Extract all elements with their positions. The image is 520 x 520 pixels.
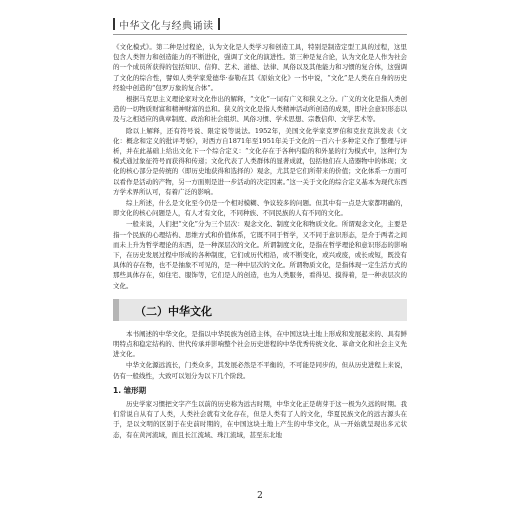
paragraph: 本书阐述的中华文化，是指以中华民族为创造主体，在中国这块土地上形成和发展起来的、具有鲜明特点和稳定结构的、世代传承并影响整个社会历史进程的中华优秀传统文化、革命文化和社会主义先进文化。 [113, 329, 407, 359]
paragraph: 中华文化源远流长，门类众多，其发展必然是不平衡的，不可能是同步的，但从历史进程上来说，仍有一般线性，大致可以划分为以下几个阶段。 [113, 361, 407, 380]
paragraph: 综上所述，什么是文化至今仍是一个相对模糊、争议较多的问题。但其中有一点是大家都明确的，即文化的核心问题是人，有人才有文化，不同种族、不同民族的人有不同的文化。 [113, 199, 407, 218]
section-heading: （二）中华文化 [135, 304, 212, 318]
paragraph: 除以上解释，还有符号说、限定说等说法。1952年，美国文化学家克罗伯和克拉克洪发表《文化：概念和定义的批评考察》，对西方自1871年至1951年关于文化的一百六十多种定义作了整理与评析，并在此基础上给出文化下一个综合定义：“文化存在于各种内隐的和外显的行为模式中，这种行为模式通过象征符号而获得和传递；文化代表了人类群体的显著成就，包括他们在人造器物中的体现；文化的核心部分是传统的（即历史地获得和选择的）观念，尤其是它们所带来的价值；文化体系一方面可以看作是活动的产物，另一方面则是进一步活动的决定因素。”这一关于文化的综合定义基本为现代东西方学术界所认可，有着广泛的影响。 [113, 126, 407, 196]
running-header [113, 14, 220, 34]
paragraph: 一般来说，人们把“文化”分为三个层次：观念文化、制度文化和物质文化。所谓观念文化，主要是指一个民族的心理结构、思维方式和价值体系，它既不同于哲学，又不同于意识形态，是介于两者之间而未上升为哲学理论的东西，是一种深层次的文化。所谓制度文化，是指在哲学理论和意识形态的影响下，在历史发展过程中形成的各种制度，它们或历代相沿，或不断变化，或兴或废，或长或短，既没有具体的存在物，也不是抽象不可见的，是一种中层次的文化。所谓物质文化，是指体现一定生活方式的那些具体存在，如住宅、服饰等，它们是人的创造，也为人类服务，看得见、摸得着，是一种表层次的文化。 [113, 220, 407, 290]
header-rule [113, 34, 407, 35]
header-left-bar [113, 18, 115, 30]
paragraph: 历史学家习惯把文字产生以前的历史称为远古时期，中华文化正是萌芽于这一极为久远的时期。我们常说自从有了人类，人类社会就有文化存在，但是人类有了人的文化，华夏民族文化的远古源头在于，是以文明的区别于在史前时期的，在中国这块土地上产生的中华文化，从一开始就呈现出多元状态，有在黄河流域，面且长江流域、珠江流域，甚至东北地 [113, 399, 407, 439]
page-number: 2 [257, 491, 263, 501]
header-right-bar [218, 18, 220, 30]
paragraph: 根据马克思主义理论家对文化作出的解释，“文化”一词有广义和狭义之分。广义的文化是指人类创造的一切物质财富和精神财富的总和。狭义的文化是指人类精神活动所创造的成果，即社会意识形态以及与之相适应的典章制度、政治和社会组织、风俗习惯、学术思想、宗教信仰、文学艺术等。 [113, 95, 407, 124]
paragraph: 《文化模式》。第二种是过程论，认为文化是人类学习和创造工具，特别是制造定型工具的过程，这里包含人类智力和创造能力的不断进化，强调了文化的演进性。第三种是复合论，认为文化是人作为社会的一个成员所获得的包括知识、信仰、艺术、道德、法律、风俗以及其他能力和习惯的复合体，这强调了文化的综合性，譬如人类学家爱德华·泰勒在其《原始文化》一书中说，“文化”是人类在自身的历史经验中创造的“包罗万象的复合体”。 [113, 43, 407, 92]
page-body [113, 42, 407, 441]
section-heading-marker [113, 299, 119, 321]
subsection-heading: 1. 雏形期 [113, 385, 147, 395]
running-header-title: 中华文化与经典诵读 [119, 20, 214, 32]
section-heading-box [113, 299, 407, 321]
